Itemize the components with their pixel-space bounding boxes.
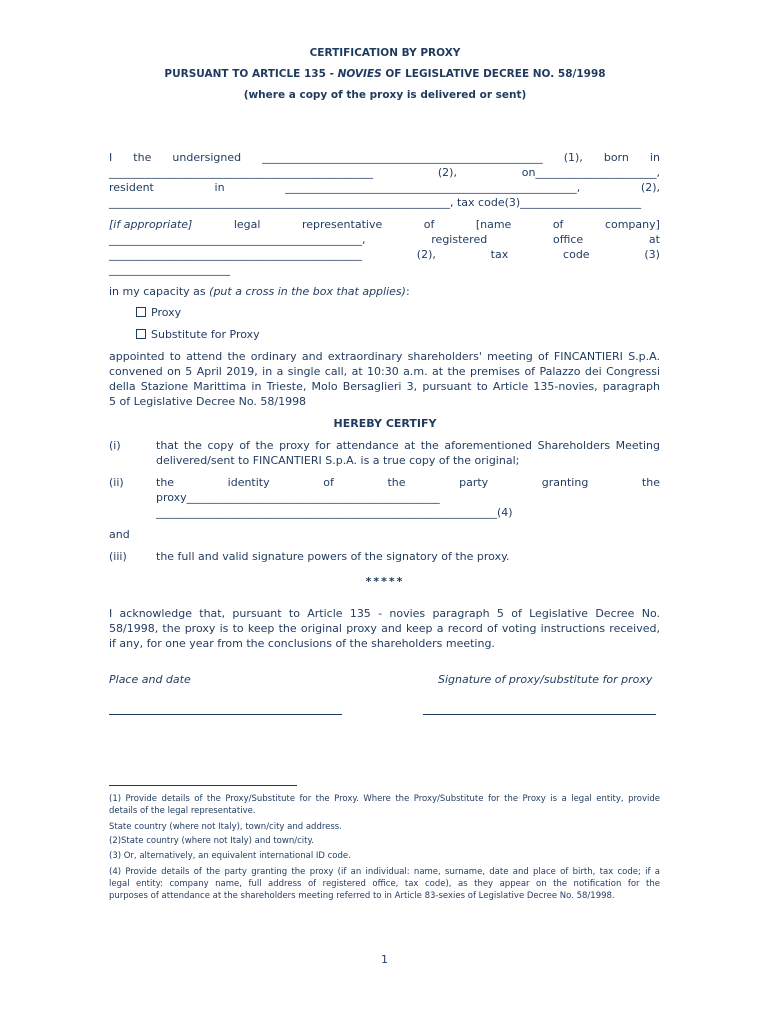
page-number: 1 bbox=[381, 953, 388, 966]
option-proxy-label: Proxy bbox=[151, 306, 182, 319]
rep-word: of bbox=[552, 218, 564, 231]
document-title: CERTIFICATION BY PROXY bbox=[309, 47, 461, 59]
declarant-line-1 bbox=[109, 150, 660, 165]
signature-label: Signature of proxy/substitute for proxy bbox=[438, 673, 653, 686]
capacity-instruction: (put a cross in the box that applies) bbox=[209, 285, 406, 298]
option-proxy[interactable] bbox=[136, 305, 181, 320]
item-i-line-2: delivered/sent to FINCANTIERI S.p.A. is a true copy of the original; bbox=[156, 454, 520, 467]
certify-heading: HEREBY CERTIFY bbox=[333, 417, 437, 430]
footnote-1-line-c: State country (where not Italy), town/city and address. bbox=[109, 822, 342, 832]
footnote-divider bbox=[109, 785, 297, 786]
document-subtitle bbox=[0, 68, 770, 80]
footnote-4-line-c: purposes of attendance at the shareholders meeting referred to in Article 83-sexies of Legislative Decree No. 58/1998. bbox=[109, 891, 615, 901]
declarant-born: born bbox=[603, 151, 629, 164]
address-taxcode-field[interactable]: ______________________________________________________________, tax code(3)______________________ bbox=[109, 196, 642, 209]
and-connector: and bbox=[109, 528, 130, 541]
item-ii-number: (ii) bbox=[109, 476, 124, 489]
place-date-field[interactable] bbox=[109, 714, 342, 715]
rep-word: (2), bbox=[416, 248, 436, 261]
footnote-4-line-a: (4) Provide details of the party granting the proxy (if an individual: name, surname, date and place of birth, tax code; if a bbox=[109, 867, 660, 877]
acknowledge-line: 58/1998, the proxy is to keep the original proxy and keep a record of voting instructions received, bbox=[109, 622, 660, 635]
declarant-i: I bbox=[109, 151, 113, 164]
footnote-ref-2b: (2), bbox=[640, 181, 660, 194]
acknowledge-line: I acknowledge that, pursuant to Article 135 - novies paragraph 5 of Legislative Decree No. bbox=[109, 607, 660, 620]
declarant-line-3 bbox=[109, 180, 660, 195]
rep-word: registered bbox=[431, 233, 488, 246]
appointment-line: della Stazione Marittima in Trieste, Molo Bersaglieri 3, pursuant to Article 135-novies, paragraph bbox=[109, 380, 660, 393]
representative-line-1 bbox=[109, 217, 660, 232]
ii-word: granting bbox=[541, 476, 589, 489]
company-tax-code-field[interactable]: ______________________ bbox=[109, 263, 230, 276]
proxy-checkbox[interactable] bbox=[136, 307, 146, 317]
footnote-1-line-a: (1) Provide details of the Proxy/Substitute for the Proxy. Where the Proxy/Substitute for the Proxy is a legal entity, provide bbox=[109, 794, 660, 804]
footnote-ref-2: (2), bbox=[437, 166, 457, 179]
representative-line-2 bbox=[109, 232, 660, 247]
signature-field[interactable] bbox=[423, 714, 656, 715]
registered-office-field[interactable]: ______________________________________________ bbox=[109, 248, 362, 261]
grantor-details-field[interactable]: ______________________________________________________________(4) bbox=[156, 506, 513, 519]
rep-word: tax bbox=[490, 248, 509, 261]
if-appropriate-label: [if appropriate] bbox=[109, 218, 193, 231]
substitute-checkbox[interactable] bbox=[136, 329, 146, 339]
item-i-number: (i) bbox=[109, 439, 121, 452]
declarant-resident-in: in bbox=[214, 181, 225, 194]
rep-word: code bbox=[563, 248, 590, 261]
document-note: (where a copy of the proxy is delivered or sent) bbox=[243, 89, 527, 101]
subtitle-post: OF LEGISLATIVE DECREE NO. 58/1998 bbox=[381, 68, 606, 80]
undersigned-name-field[interactable]: ___________________________________________________ bbox=[262, 151, 543, 164]
item-iii-number: (iii) bbox=[109, 550, 127, 563]
item-iii-line: the full and valid signature powers of the signatory of the proxy. bbox=[156, 550, 510, 563]
subtitle-novies: NOVIES bbox=[337, 68, 382, 80]
appointment-line: 5 of Legislative Decree No. 58/1998 bbox=[109, 395, 307, 408]
separator-stars: ***** bbox=[365, 575, 405, 588]
ii-word: the bbox=[156, 476, 175, 489]
option-substitute-label: Substitute for Proxy bbox=[151, 328, 260, 341]
appointment-line: convened on 5 April 2019, in a single call, at 10:30 a.m. at the premises of Palazzo dei Congressi bbox=[109, 365, 660, 378]
birthdate-field[interactable]: on______________________, bbox=[521, 166, 660, 179]
representative-line-3 bbox=[109, 247, 660, 262]
company-name-field[interactable]: ______________________________________________, bbox=[109, 233, 366, 246]
grantor-field[interactable]: proxy______________________________________________ bbox=[156, 491, 440, 504]
ii-word: the bbox=[387, 476, 406, 489]
rep-word: company] bbox=[604, 218, 660, 231]
declarant-the: the bbox=[133, 151, 152, 164]
subtitle-pre: PURSUANT TO ARTICLE 135 - bbox=[164, 68, 338, 80]
footnote-1-line-b: details of the legal representative. bbox=[109, 806, 256, 816]
capacity-label bbox=[109, 284, 410, 299]
declarant-undersigned: undersigned bbox=[172, 151, 242, 164]
declarant-in: in bbox=[649, 151, 660, 164]
option-substitute[interactable] bbox=[136, 327, 260, 342]
rep-word: [name bbox=[475, 218, 512, 231]
residence-field[interactable]: _____________________________________________________, bbox=[285, 181, 581, 194]
declarant-line-2 bbox=[109, 165, 660, 180]
item-ii-line-1 bbox=[156, 475, 660, 490]
item-i-line-1: that the copy of the proxy for attendance at the aforementioned Shareholders Meeting bbox=[156, 439, 660, 452]
acknowledge-line: if any, for one year from the conclusions of the shareholders meeting. bbox=[109, 637, 495, 650]
capacity-label-post: : bbox=[405, 285, 410, 298]
ii-word: party bbox=[459, 476, 489, 489]
birthplace-field[interactable]: ________________________________________________ bbox=[109, 166, 373, 179]
footnote-4-line-b: legal entity: company name, full address of registered office, tax code), as they appear on the notification for the bbox=[109, 879, 660, 889]
footnote-ref-1: (1), bbox=[563, 151, 583, 164]
footnote-3: (3) Or, alternatively, an equivalent international ID code. bbox=[109, 851, 351, 861]
rep-word: legal bbox=[233, 218, 261, 231]
declarant-resident: resident bbox=[109, 181, 154, 194]
ii-word: the bbox=[641, 476, 660, 489]
rep-word: (3) bbox=[644, 248, 660, 261]
place-date-label: Place and date bbox=[109, 673, 191, 686]
appointment-line: appointed to attend the ordinary and extraordinary shareholders' meeting of FINCANTIERI S.p.A. bbox=[109, 350, 660, 363]
rep-word: of bbox=[423, 218, 435, 231]
ii-word: of bbox=[323, 476, 334, 489]
rep-word: office bbox=[552, 233, 584, 246]
ii-word: identity bbox=[227, 476, 270, 489]
capacity-label-pre: in my capacity as bbox=[109, 285, 210, 298]
footnote-2: (2)State country (where not Italy) and town/city. bbox=[109, 836, 314, 846]
rep-word: representative bbox=[301, 218, 383, 231]
rep-word: at bbox=[648, 233, 660, 246]
